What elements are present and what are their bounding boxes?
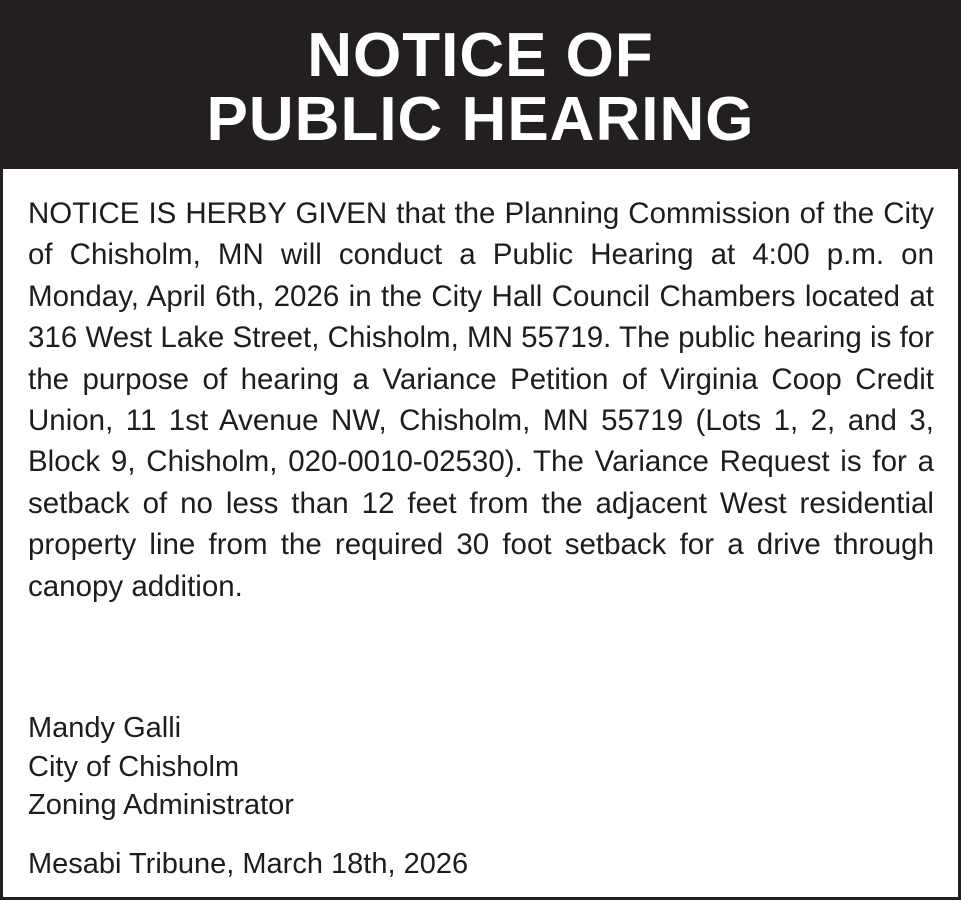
signatory-organization: City of Chisholm (28, 750, 240, 783)
notice-title-line-2: PUBLIC HEARING (206, 85, 755, 154)
notice-title-line-1: NOTICE OF (307, 21, 654, 90)
notice-header (3, 3, 958, 169)
signatory-name: Mandy Galli (28, 712, 182, 744)
publication-line: Mesabi Tribune, March 18th, 2026 (28, 848, 469, 880)
signature-block (28, 709, 934, 825)
signatory-role: Zoning Administrator (28, 789, 294, 821)
notice-body-paragraph: NOTICE IS HERBY GIVEN that the Planning Commission of the City of Chisholm, MN will conduct a Public Hearing at 4:00 p.m. on Monday, April 6th, 2026 in the City Hall Council Chambers located at 316 West Lake Street, Chisholm, MN 55719. The public hearing is for the purpose of hearing a Variance Petition of Virginia Coop Credit Union, 11 1st Avenue NW, Chisholm, MN 55719 (Lots 1, 2, and 3, Block 9, Chisholm, 020-0010-02530). The Variance Request is for a setback of no less than 12 feet from the adjacent West residential property line from the required 30 foot setback for a drive through canopy addition. (28, 197, 934, 603)
